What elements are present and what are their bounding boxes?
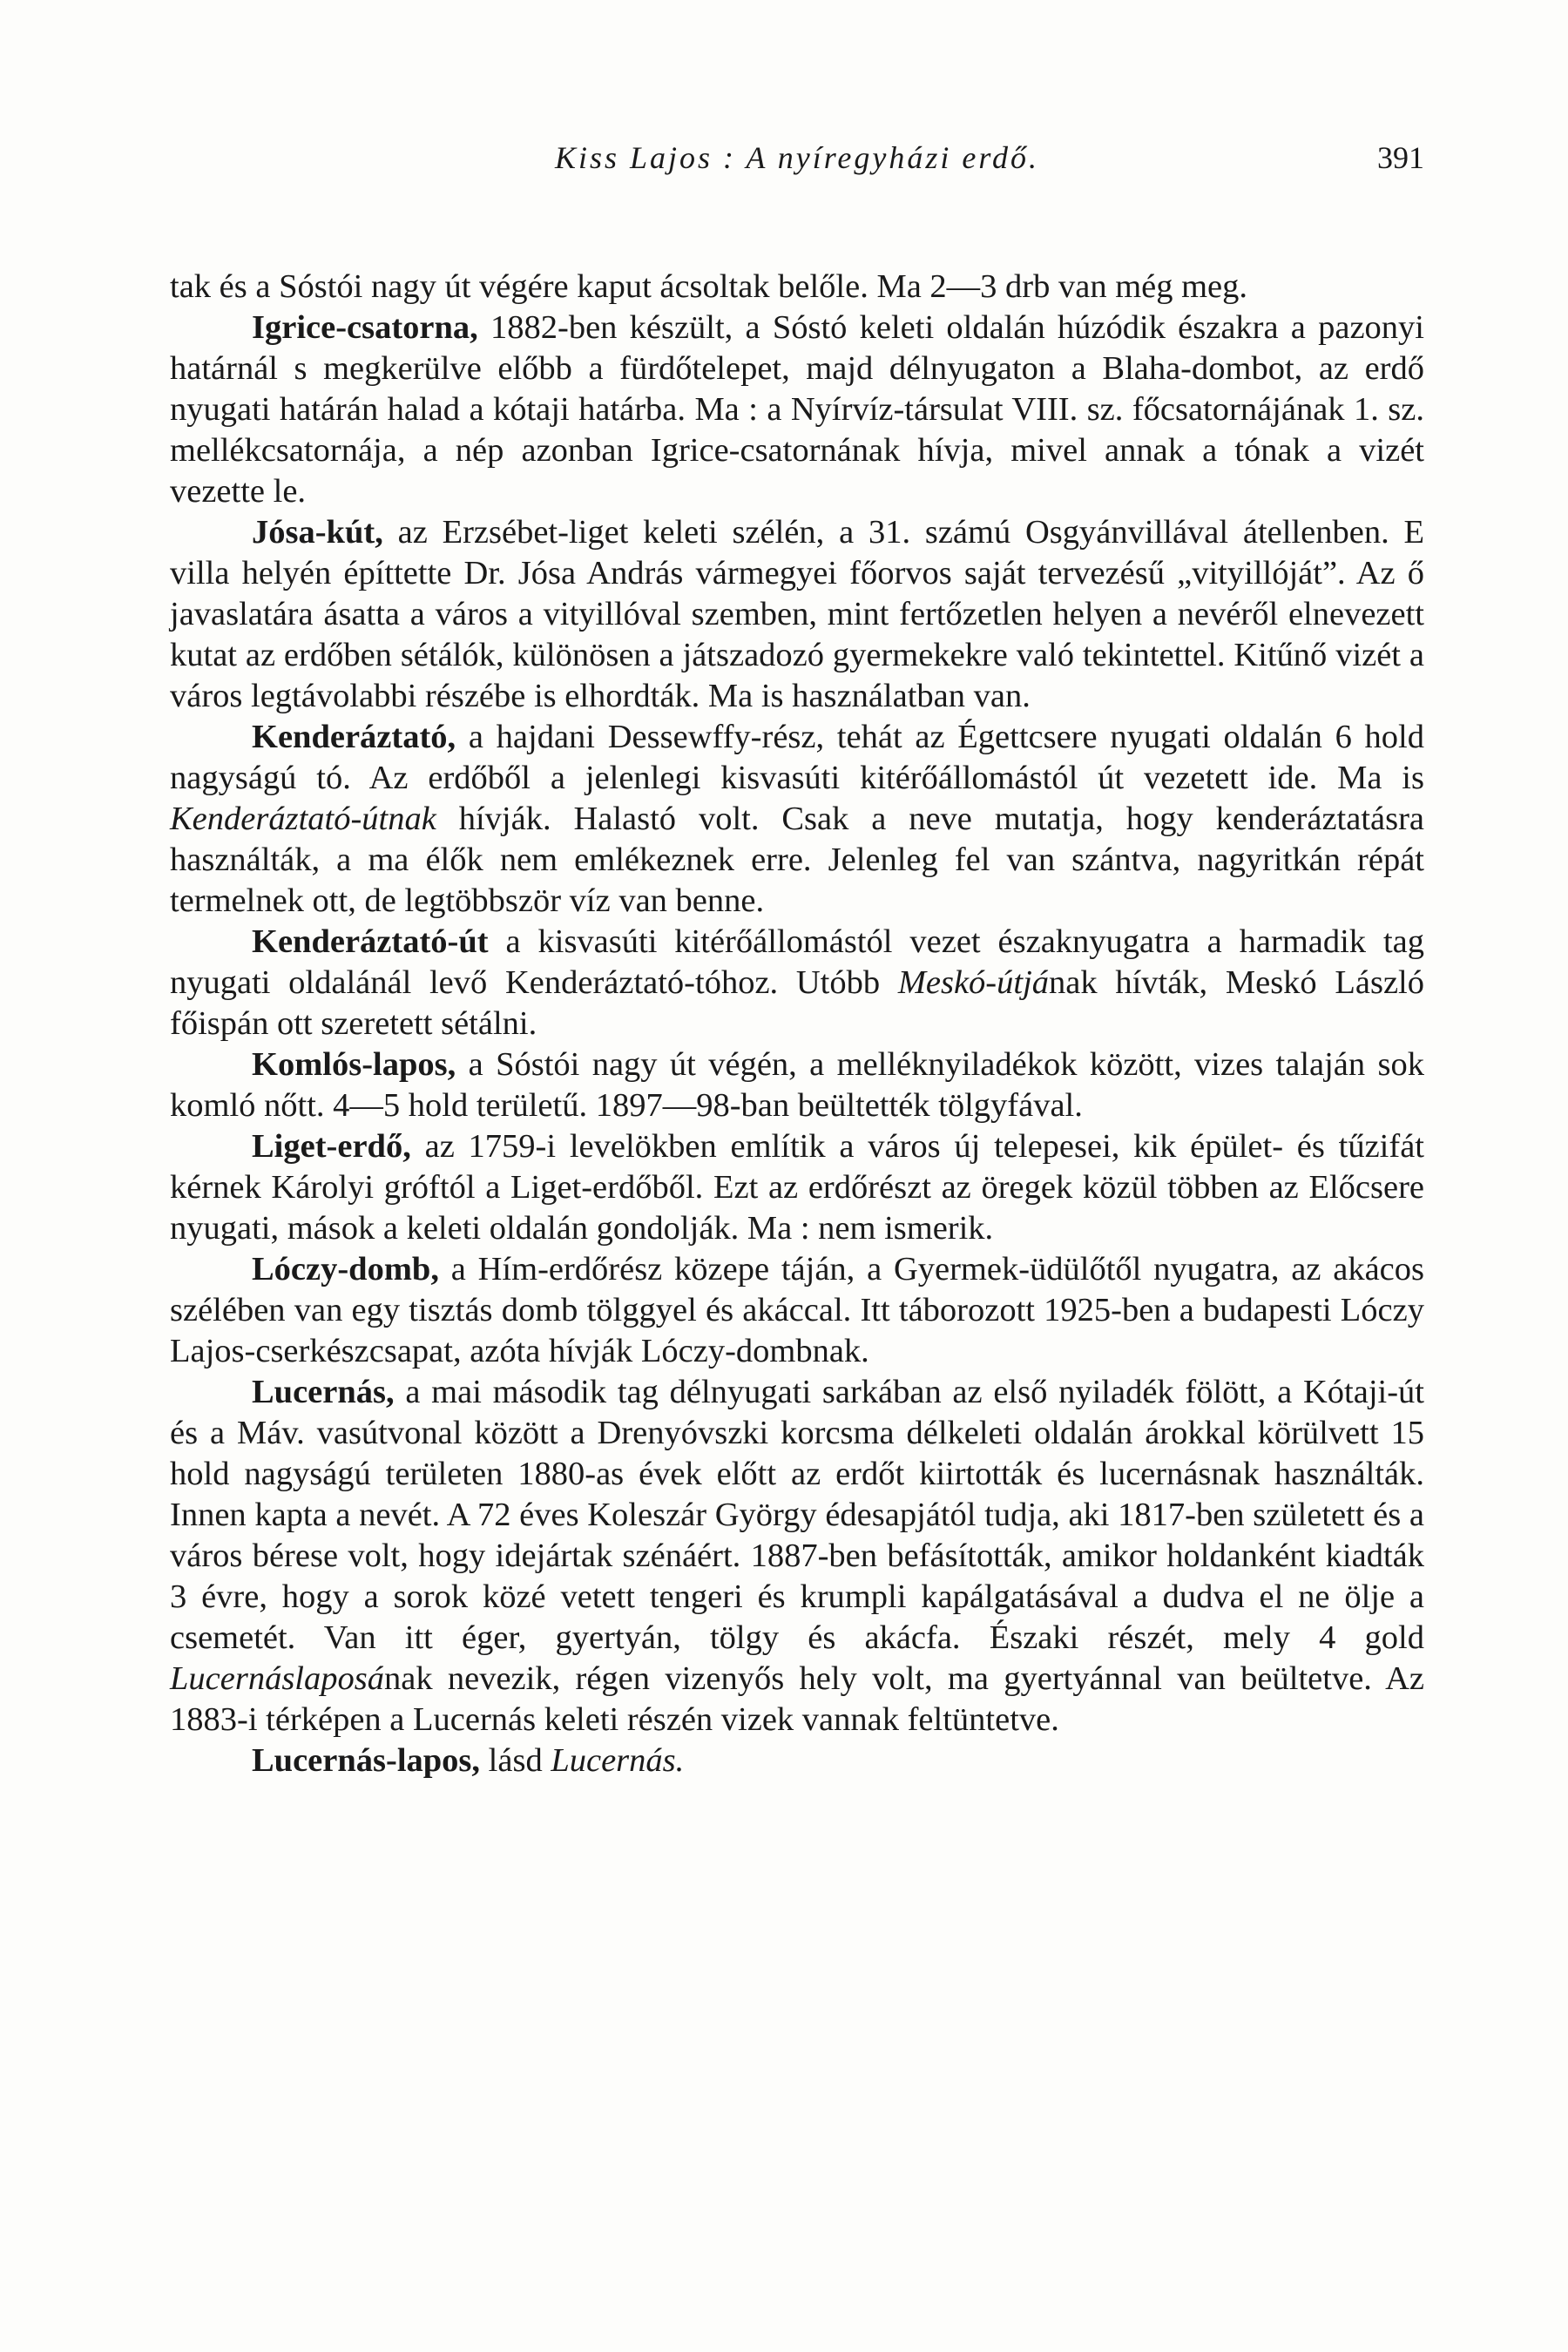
entry-text-after: nak hívták, Meskó László főispán ott szeretett sétálni. — [170, 964, 1425, 1042]
running-head — [170, 139, 1424, 192]
headword: Lucernás-lapos, — [252, 1742, 481, 1779]
entry-italic: Meskó-útjá — [897, 964, 1050, 1001]
entry-text: az Erzsébet-liget keleti szélén, a 31. számú Osgyánvillával átellenben. E villa helyén építtette Dr. Jósa András vármegyei főorvos saját tervezésű „vityillóját”. Az ő javaslatára ásatta a város a vityillóval szemben, mint fertőzetlen helyen a nevéről elnevezett kutat az erdőben sétálók, különösen a játszadozó gyermekekre való tekintettel. Kitűnő vizét a város legtávolabbi részébe is elhordták. Ma is használatban van. — [170, 514, 1424, 714]
headword: Kenderáztató, — [252, 719, 456, 755]
entry-lucernas — [170, 1372, 1424, 1740]
entry-text: a Sóstói nagy út végén, a melléknyiladékok között, vizes talaján sok komló nőtt. 4—5 hold területű. 1897—98-ban beültették tölgyfával. — [170, 1046, 1424, 1124]
headword: Lóczy-domb, — [252, 1251, 439, 1288]
entry-text: a mai második tag délnyugati sarkában az első nyiladék fölött, a Kótaji-út és a Máv. vasútvonal között a Drenyóvszki korcsma délkeleti oldalán árokkal körülvett 15 hold nagyságú területen 1880-as évek előtt az erdőt kiirtották és lucernásnak használták. Innen kapta a nevét. A 72 éves Koleszár György édesapjától tudja, aki 1817-ben született és a város bérese volt, hogy idejártak szénáért. 1887-ben befásították, amikor holdanként kiadták 3 évre, hogy a sorok közé vetett tengeri és krumpli kapálgatásával a dudva el ne ölje a csemetét. Van itt éger, gyertyán, tölgy és akácfa. Északi részét, mely 4 gold — [170, 1374, 1424, 1656]
headword: Liget-erdő, — [252, 1128, 411, 1165]
entry-lucernas-lapos — [170, 1740, 1424, 1781]
headword: Jósa-kút, — [252, 514, 383, 551]
entry-kenderaztato — [170, 717, 1424, 922]
entry-text: az 1759-i levelökben említik a város új telepesei, kik épület- és tűzifát kérnek Károlyi gróftól a Liget-erdőből. Ezt az erdőrészt az öregek közül többen az Előcsere nyugati, mások a keleti oldalán gondolják. Ma : nem ismerik. — [170, 1128, 1424, 1247]
headword: Kenderáztató-út — [252, 923, 489, 960]
text-block — [170, 267, 1424, 1781]
entry-text-after: hívják. Halastó volt. Csak a neve mutatja, hogy kenderáztatásra használták, a ma élők nem emlékeznek erre. Jelenleg fel van szántva, nagyritkán répát termelnek ott, de legtöbbször víz van benne. — [170, 801, 1424, 919]
entry-italic: Lucernáslaposá — [170, 1660, 384, 1697]
entry-text: lásd — [480, 1742, 551, 1779]
entry-text: a kisvasúti kitérőállomástól vezet északnyugatra a harmadik tag nyugati oldalánál levő Kenderáztató-tóhoz. Utóbb — [170, 923, 1424, 1001]
entry-kenderaztato-ut — [170, 922, 1424, 1044]
entry-liget-erdo — [170, 1126, 1424, 1249]
entry-josa-kut — [170, 512, 1424, 717]
entry-loczy-domb — [170, 1249, 1424, 1372]
page-number: 391 — [1377, 140, 1424, 175]
entry-italic: Kenderáztató-útnak — [170, 801, 436, 837]
entry-italic: Lucernás. — [551, 1742, 685, 1779]
entry-text-after: nak nevezik, régen vizenyős hely volt, ma gyertyánnal van beültetve. Az 1883-i térképen a Lucernás keleti részén vizek vannak feltüntetve. — [170, 1660, 1424, 1738]
entry-text: a Hím-erdőrész közepe táján, a Gyermek-üdülőtől nyugatra, az akácos szélében van egy tisztás domb tölggyel és akáccal. Itt táborozott 1925-ben a budapesti Lóczy Lajos-cserkészcsapat, azóta hívják Lóczy-dombnak. — [170, 1251, 1424, 1369]
headword: Lucernás, — [252, 1374, 395, 1410]
headword: Komlós-lapos, — [252, 1046, 456, 1083]
entry-igrice-csatorna — [170, 308, 1424, 512]
running-title: Kiss Lajos : A nyíregyházi erdő. — [554, 140, 1040, 175]
entry-text: 1882-ben készült, a Sóstó keleti oldalán húzódik északra a pazonyi határnál s megkerülve előbb a fürdőtelepet, majd délnyugaton a Blaha-dombot, az erdő nyugati határán halad a kótaji határba. Ma : a Nyírvíz-társulat VIII. sz. főcsatornájának 1. sz. mellékcsatornája, a nép azonban Igrice-csatornának hívja, mivel annak a tónak a vizét vezette le. — [170, 309, 1424, 510]
headword: Igrice-csatorna, — [252, 309, 478, 346]
entry-text: a hajdani Dessewffy-rész, tehát az Égettcsere nyugati oldalán 6 hold nagyságú tó. Az erdőből a jelenlegi kisvasúti kitérőállomástól út vezetett ide. Ma is — [170, 719, 1424, 796]
entry-komlos-lapos — [170, 1044, 1424, 1126]
continuation-paragraph: tak és a Sóstói nagy út végére kaput ácsoltak belőle. Ma 2—3 drb van még meg. — [170, 268, 1248, 305]
